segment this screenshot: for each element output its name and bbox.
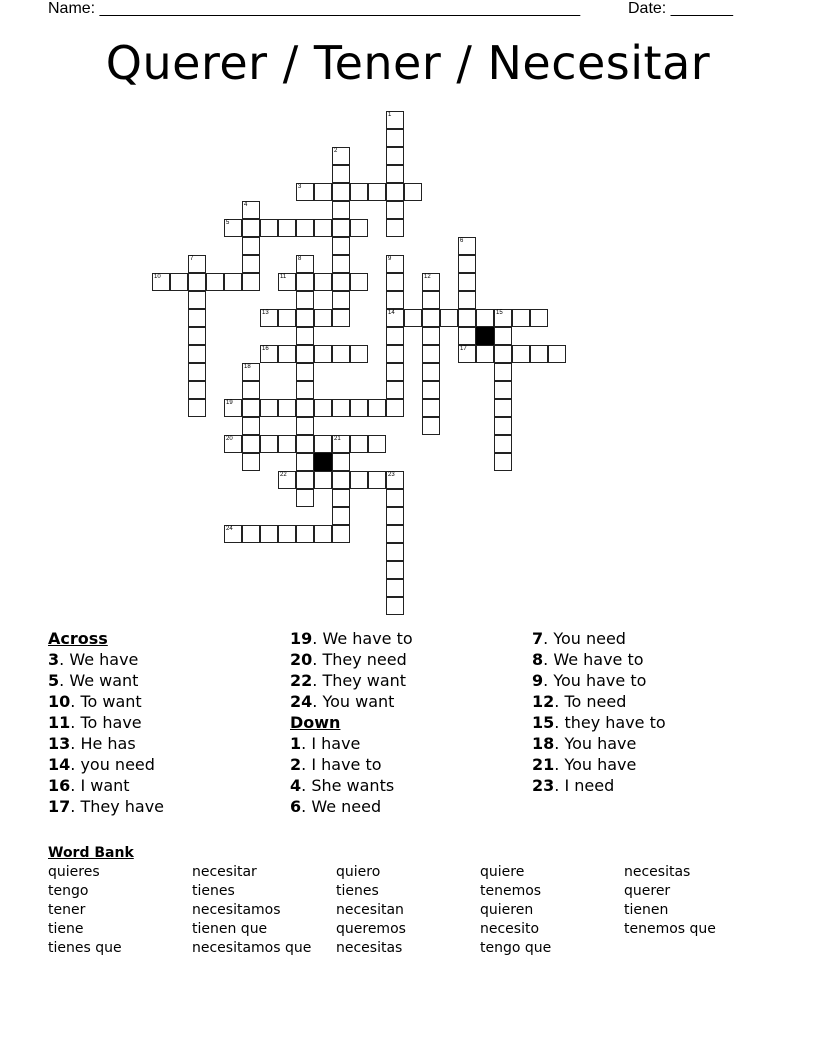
clue-number: 1 (388, 112, 392, 118)
crossword-cell[interactable] (386, 273, 404, 291)
crossword-cell[interactable] (476, 309, 494, 327)
crossword-cell[interactable] (350, 273, 368, 291)
crossword-cell[interactable] (494, 363, 512, 381)
crossword-cell[interactable] (422, 417, 440, 435)
crossword-cell[interactable] (332, 399, 350, 417)
word-bank-item: queremos (336, 921, 406, 937)
crossword-cell[interactable] (188, 381, 206, 399)
clue-down-6: 6. We need (290, 797, 382, 816)
crossword-cell[interactable] (350, 345, 368, 363)
clue-number: 9 (388, 256, 392, 262)
crossword-cell[interactable] (224, 273, 242, 291)
word-bank-item: necesito (480, 921, 540, 937)
clue-across-3: 3. We have (48, 650, 139, 669)
crossword-cell[interactable] (332, 489, 350, 507)
crossword-cell[interactable] (386, 219, 404, 237)
crossword-cell[interactable] (422, 363, 440, 381)
crossword-cell[interactable] (188, 399, 206, 417)
crossword-cell[interactable] (422, 309, 440, 327)
clue-number: 2 (334, 148, 338, 154)
crossword-cell[interactable] (278, 273, 296, 291)
crossword-cell[interactable] (296, 183, 314, 201)
word-bank-column-4 (480, 863, 551, 958)
crossword-cell[interactable] (548, 345, 566, 363)
crossword-cell[interactable] (224, 219, 242, 237)
crossword-cell[interactable] (332, 345, 350, 363)
crossword-cell[interactable] (386, 363, 404, 381)
clue-down-12: 12. To need (532, 692, 627, 711)
crossword-cell[interactable] (332, 183, 350, 201)
crossword-cell[interactable] (332, 273, 350, 291)
word-bank-item: necesitar (192, 864, 257, 880)
clue-number: 24 (226, 526, 233, 532)
clue-across-13: 13. He has (48, 734, 136, 753)
crossword-cell[interactable] (512, 345, 530, 363)
crossword-cell[interactable] (494, 327, 512, 345)
crossword-cell[interactable] (296, 417, 314, 435)
crossword-cell[interactable] (296, 273, 314, 291)
crossword-cell[interactable] (386, 399, 404, 417)
crossword-cell[interactable] (188, 345, 206, 363)
clue-number: 6 (460, 238, 464, 244)
crossword-cell[interactable] (458, 273, 476, 291)
crossword-cell[interactable] (242, 237, 260, 255)
crossword-cell[interactable] (314, 525, 332, 543)
crossword-cell[interactable] (314, 471, 332, 489)
clue-across-19: 19. We have to (290, 629, 413, 648)
crossword-cell[interactable] (386, 129, 404, 147)
clue-across-16: 16. I want (48, 776, 130, 795)
clue-across-22: 22. They want (290, 671, 407, 690)
crossword-cell[interactable] (350, 399, 368, 417)
crossword-cell[interactable] (368, 435, 386, 453)
crossword-cell[interactable] (494, 435, 512, 453)
clue-down-7: 7. You need (532, 629, 626, 648)
crossword-cell[interactable] (242, 381, 260, 399)
crossword-cell[interactable] (386, 525, 404, 543)
crossword-cell[interactable] (386, 255, 404, 273)
crossword-cell[interactable] (188, 273, 206, 291)
crossword-cell[interactable] (332, 525, 350, 543)
crossword-cell[interactable] (530, 345, 548, 363)
word-bank-item: quieren (480, 902, 534, 918)
crossword-cell[interactable] (332, 219, 350, 237)
crossword-cell[interactable] (296, 399, 314, 417)
clue-number: 10 (154, 274, 161, 280)
crossword-cell[interactable] (296, 219, 314, 237)
word-bank-item: quieres (48, 864, 100, 880)
crossword-cell[interactable] (494, 309, 512, 327)
crossword-cell[interactable] (386, 489, 404, 507)
crossword-cell[interactable] (332, 255, 350, 273)
crossword-cell[interactable] (314, 273, 332, 291)
clue-down-9: 9. You have to (532, 671, 647, 690)
word-bank-item: tienes (192, 883, 235, 899)
crossword-cell[interactable] (422, 381, 440, 399)
crossword-cell[interactable] (296, 489, 314, 507)
word-bank-item: necesitas (336, 940, 403, 956)
crossword-cell[interactable] (386, 111, 404, 129)
clue-down-18: 18. You have (532, 734, 637, 753)
clue-number: 13 (262, 310, 269, 316)
crossword-cell[interactable] (188, 291, 206, 309)
crossword-cell[interactable] (386, 183, 404, 201)
crossword-cell[interactable] (386, 579, 404, 597)
word-bank-column-1 (48, 863, 122, 958)
crossword-cell[interactable] (278, 219, 296, 237)
word-bank-item: tener (48, 902, 86, 918)
crossword-cell[interactable] (260, 219, 278, 237)
crossword-cell[interactable] (458, 345, 476, 363)
crossword-cell[interactable] (260, 399, 278, 417)
word-bank-item: necesitamos que (192, 940, 312, 956)
crossword-cell[interactable] (278, 309, 296, 327)
clue-number: 8 (298, 256, 302, 262)
crossword-cell[interactable] (278, 345, 296, 363)
crossword-cell[interactable] (530, 309, 548, 327)
word-bank-item: tiene (48, 921, 84, 937)
crossword-cell[interactable] (314, 309, 332, 327)
crossword-cell[interactable] (296, 453, 314, 471)
clue-across-17: 17. They have (48, 797, 165, 816)
crossword-cell[interactable] (188, 327, 206, 345)
clue-number: 15 (496, 310, 503, 316)
word-bank-item: necesitas (624, 864, 691, 880)
crossword-cell[interactable] (332, 507, 350, 525)
clue-down-8: 8. We have to (532, 650, 644, 669)
crossword-cell[interactable] (440, 309, 458, 327)
crossword-cell[interactable] (224, 399, 242, 417)
crossword-cell[interactable] (512, 309, 530, 327)
word-bank-item: necesitan (336, 902, 404, 918)
crossword-cell[interactable] (332, 147, 350, 165)
clue-number: 19 (226, 400, 233, 406)
crossword-cell[interactable] (404, 183, 422, 201)
clue-across-14: 14. you need (48, 755, 155, 774)
crossword-cell[interactable] (332, 453, 350, 471)
crossword-cell[interactable] (188, 309, 206, 327)
clue-number: 5 (226, 220, 230, 226)
crossword-cell[interactable] (458, 237, 476, 255)
crossword-cell[interactable] (278, 525, 296, 543)
clue-across-20: 20. They need (290, 650, 407, 669)
date-field[interactable]: Date: _______ (628, 0, 733, 17)
clue-number: 18 (244, 364, 251, 370)
crossword-cell[interactable] (296, 381, 314, 399)
crossword-cell[interactable] (386, 345, 404, 363)
crossword-cell[interactable] (332, 165, 350, 183)
crossword-cell[interactable] (386, 309, 404, 327)
word-bank-item: tienen (624, 902, 669, 918)
crossword-cell[interactable] (170, 273, 188, 291)
crossword-cell[interactable] (242, 255, 260, 273)
crossword-cell[interactable] (386, 327, 404, 345)
word-bank-title: Word Bank (48, 845, 134, 861)
crossword-cell[interactable] (242, 201, 260, 219)
black-cell (476, 327, 494, 345)
clue-across-5: 5. We want (48, 671, 139, 690)
clue-number: 21 (334, 436, 341, 442)
crossword-cell[interactable] (296, 327, 314, 345)
crossword-cell[interactable] (386, 471, 404, 489)
crossword-cell[interactable] (386, 147, 404, 165)
crossword-cell[interactable] (278, 471, 296, 489)
word-bank-item: tenemos (480, 883, 542, 899)
crossword-cell[interactable] (332, 309, 350, 327)
crossword-cell[interactable] (296, 435, 314, 453)
crossword-cell[interactable] (458, 309, 476, 327)
crossword-cell[interactable] (260, 435, 278, 453)
crossword-cell[interactable] (332, 291, 350, 309)
crossword-cell[interactable] (152, 273, 170, 291)
crossword-cell[interactable] (242, 435, 260, 453)
word-bank-item: tienen que (192, 921, 268, 937)
clue-number: 17 (460, 346, 467, 352)
crossword-cell[interactable] (494, 399, 512, 417)
crossword-cell[interactable] (422, 345, 440, 363)
crossword-cell[interactable] (242, 363, 260, 381)
crossword-cell[interactable] (332, 201, 350, 219)
crossword-cell[interactable] (458, 327, 476, 345)
clue-number: 20 (226, 436, 233, 442)
crossword-cell[interactable] (296, 291, 314, 309)
clues-column-1 (48, 628, 164, 817)
crossword-cell[interactable] (206, 273, 224, 291)
crossword-cell[interactable] (422, 291, 440, 309)
crossword-cell[interactable] (314, 183, 332, 201)
crossword-cell[interactable] (314, 345, 332, 363)
word-bank-column-5 (624, 863, 716, 939)
word-bank-item: necesitamos (192, 902, 281, 918)
crossword-cell[interactable] (350, 435, 368, 453)
crossword-cell[interactable] (386, 381, 404, 399)
crossword-cell[interactable] (242, 273, 260, 291)
crossword-cell[interactable] (494, 345, 512, 363)
crossword-cell[interactable] (350, 219, 368, 237)
crossword-cell[interactable] (494, 381, 512, 399)
crossword-cell[interactable] (494, 453, 512, 471)
crossword-cell[interactable] (296, 363, 314, 381)
crossword-cell[interactable] (260, 525, 278, 543)
clue-number: 23 (388, 472, 395, 478)
clue-number: 22 (280, 472, 287, 478)
crossword-cell[interactable] (350, 471, 368, 489)
clues-column-3 (532, 628, 666, 796)
page-title: Querer / Tener / Necesitar (105, 36, 711, 90)
word-bank-item: querer (624, 883, 671, 899)
crossword-cell[interactable] (404, 309, 422, 327)
clues-column-2 (290, 628, 413, 817)
clue-number: 4 (244, 202, 248, 208)
crossword-cell[interactable] (314, 435, 332, 453)
crossword-cell[interactable] (368, 471, 386, 489)
crossword-cell[interactable] (386, 543, 404, 561)
clue-down-2: 2. I have to (290, 755, 382, 774)
crossword-cell[interactable] (386, 507, 404, 525)
word-bank-item: tienes (336, 883, 379, 899)
crossword-cell[interactable] (368, 183, 386, 201)
black-cell (314, 453, 332, 471)
crossword-cell[interactable] (242, 399, 260, 417)
word-bank-item: quiere (480, 864, 525, 880)
crossword-cell[interactable] (350, 183, 368, 201)
word-bank-item: tienes que (48, 940, 122, 956)
crossword-cell[interactable] (422, 273, 440, 291)
crossword-cell[interactable] (296, 525, 314, 543)
crossword-cell[interactable] (242, 453, 260, 471)
crossword-cell[interactable] (386, 561, 404, 579)
crossword-cell[interactable] (242, 417, 260, 435)
crossword-cell[interactable] (242, 219, 260, 237)
clue-across-24: 24. You want (290, 692, 395, 711)
crossword-cell[interactable] (314, 219, 332, 237)
clue-down-21: 21. You have (532, 755, 637, 774)
clue-number: 7 (190, 256, 194, 262)
crossword-cell[interactable] (296, 345, 314, 363)
clue-down-1: 1. I have (290, 734, 361, 753)
down-heading: Down (290, 713, 341, 732)
crossword-cell[interactable] (332, 471, 350, 489)
clue-number: 14 (388, 310, 395, 316)
crossword-cell[interactable] (332, 435, 350, 453)
crossword-cell[interactable] (476, 345, 494, 363)
crossword-cell[interactable] (422, 399, 440, 417)
clue-across-10: 10. To want (48, 692, 142, 711)
clue-across-11: 11. To have (48, 713, 142, 732)
clue-down-15: 15. they have to (532, 713, 666, 732)
across-heading: Across (48, 629, 108, 648)
clue-number: 12 (424, 274, 431, 280)
crossword-cell[interactable] (458, 255, 476, 273)
crossword-cell[interactable] (296, 309, 314, 327)
crossword-cell[interactable] (278, 399, 296, 417)
crossword-cell[interactable] (260, 345, 278, 363)
crossword-cell[interactable] (368, 399, 386, 417)
crossword-cell[interactable] (458, 291, 476, 309)
crossword-cell[interactable] (386, 201, 404, 219)
crossword-cell[interactable] (260, 309, 278, 327)
word-bank-column-2 (192, 863, 311, 958)
word-bank-item: tengo que (480, 940, 552, 956)
clue-down-23: 23. I need (532, 776, 615, 795)
crossword-cell[interactable] (224, 525, 242, 543)
crossword-cell[interactable] (386, 165, 404, 183)
word-bank-item: quiero (336, 864, 381, 880)
crossword-cell[interactable] (242, 525, 260, 543)
word-bank-item: tenemos que (624, 921, 716, 937)
word-bank-column-3 (336, 863, 406, 958)
crossword-cell[interactable] (386, 597, 404, 615)
crossword-cell[interactable] (494, 417, 512, 435)
clue-number: 11 (280, 274, 287, 280)
clue-number: 16 (262, 346, 269, 352)
crossword-cell[interactable] (188, 255, 206, 273)
crossword-cell[interactable] (422, 327, 440, 345)
clue-number: 3 (298, 184, 302, 190)
crossword-cell[interactable] (332, 237, 350, 255)
crossword-cell[interactable] (224, 435, 242, 453)
crossword-cell[interactable] (314, 399, 332, 417)
crossword-cell[interactable] (386, 291, 404, 309)
name-field[interactable]: Name: ______________________________________________________ (48, 0, 581, 17)
crossword-cell[interactable] (278, 435, 296, 453)
crossword-cell[interactable] (188, 363, 206, 381)
crossword-cell[interactable] (296, 471, 314, 489)
word-bank-item: tengo (48, 883, 89, 899)
crossword-cell[interactable] (296, 255, 314, 273)
clue-down-4: 4. She wants (290, 776, 395, 795)
